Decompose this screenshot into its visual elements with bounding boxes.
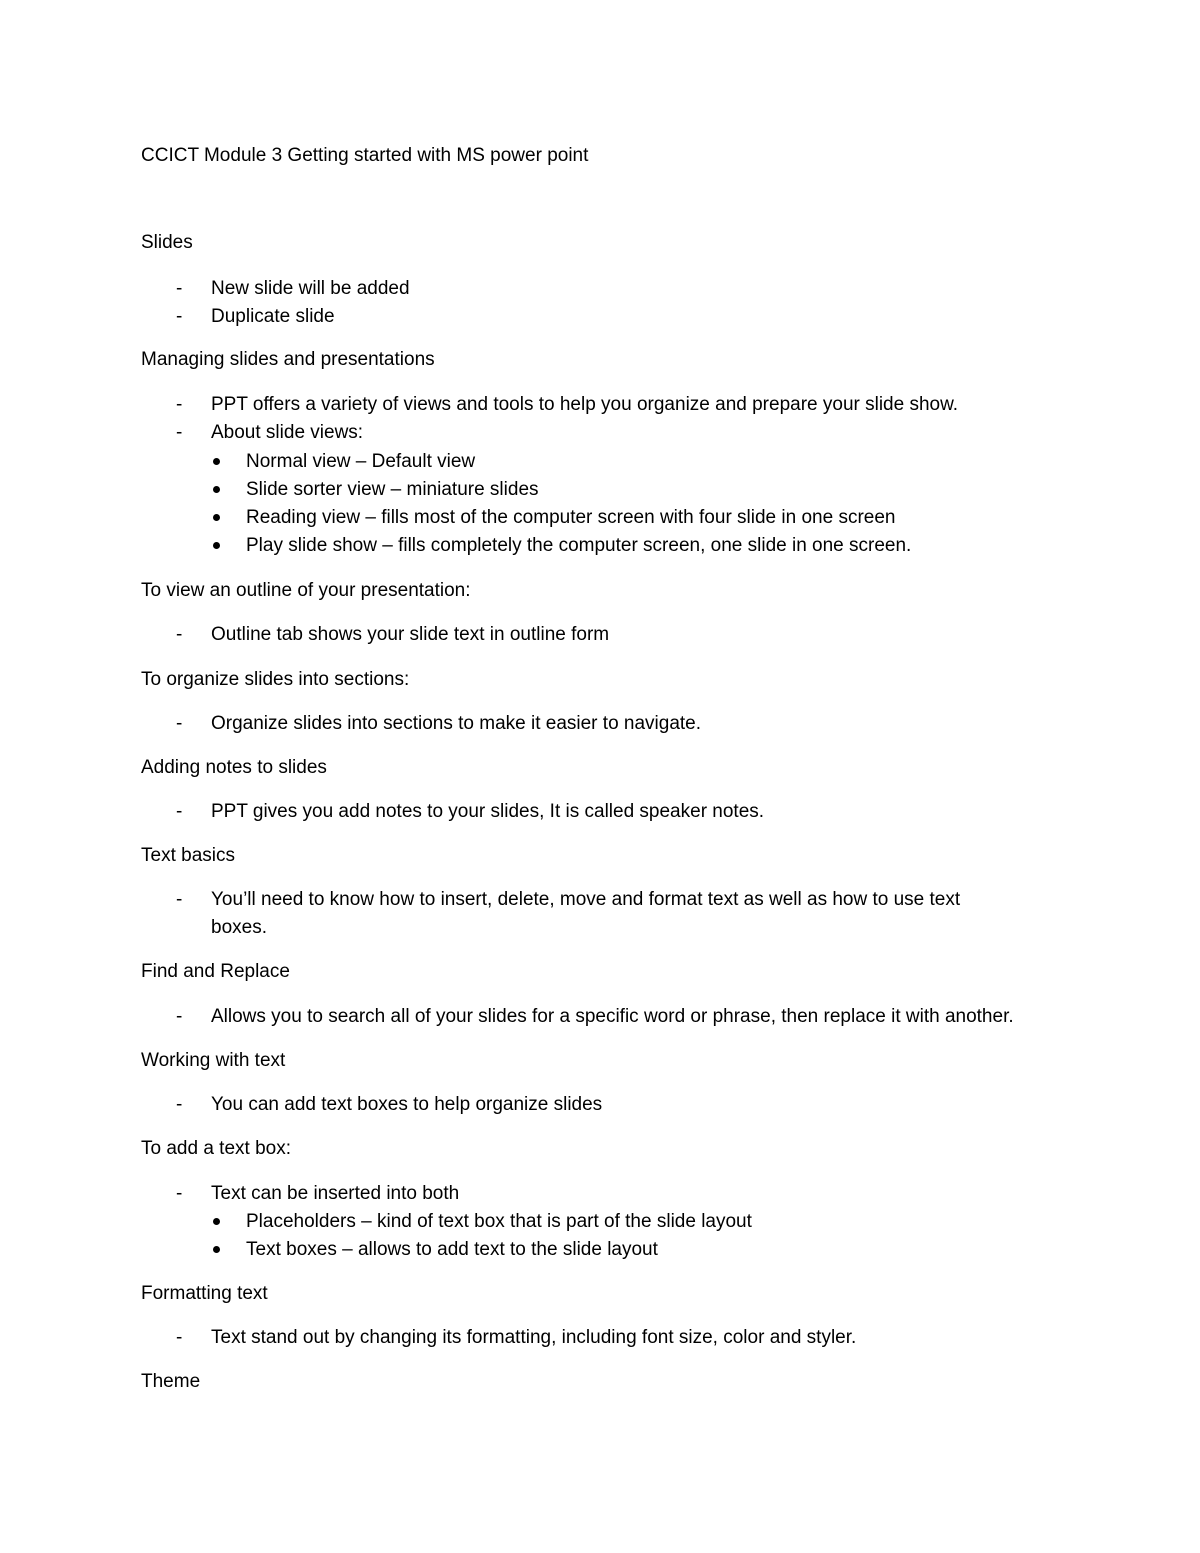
list-item: You’ll need to know how to insert, delete, move and format text as well as how to use text (211, 889, 961, 910)
bullet-icon (213, 486, 220, 493)
sub-list-item: Play slide show – fills completely the computer screen, one slide in one screen. (246, 535, 912, 556)
list-dash: - (176, 889, 183, 910)
list-dash: - (176, 801, 183, 822)
section-heading: Adding notes to slides (141, 757, 327, 778)
sub-list-item: Normal view – Default view (246, 451, 476, 472)
list-item: Organize slides into sections to make it easier to navigate. (211, 713, 702, 734)
list-item: PPT offers a variety of views and tools to help you organize and prepare your slide show. (211, 394, 959, 415)
list-item: Text can be inserted into both (211, 1183, 460, 1204)
sub-list-item: Slide sorter view – miniature slides (246, 479, 539, 500)
sub-list-item: Reading view – fills most of the computer screen with four slide in one screen (246, 507, 896, 528)
bullet-icon (213, 458, 220, 465)
sub-list-item: Text boxes – allows to add text to the slide layout (246, 1239, 658, 1260)
sub-list-item: Placeholders – kind of text box that is part of the slide layout (246, 1211, 752, 1232)
section-heading: Theme (141, 1371, 201, 1392)
list-item: You can add text boxes to help organize slides (211, 1094, 603, 1115)
list-dash: - (176, 422, 183, 443)
list-dash: - (176, 624, 183, 645)
list-dash: - (176, 1183, 183, 1204)
section-heading: To add a text box: (141, 1138, 291, 1159)
list-item: Duplicate slide (211, 306, 335, 327)
list-dash: - (176, 306, 183, 327)
document-title: CCICT Module 3 Getting started with MS power point (141, 145, 589, 166)
list-item: Outline tab shows your slide text in outline form (211, 624, 610, 645)
list-dash: - (176, 394, 183, 415)
bullet-icon (213, 1246, 220, 1253)
list-dash: - (176, 1006, 183, 1027)
section-heading: Find and Replace (141, 961, 290, 982)
list-dash: - (176, 278, 183, 299)
section-heading: To organize slides into sections: (141, 669, 410, 690)
section-heading: Text basics (141, 845, 235, 866)
section-heading: To view an outline of your presentation: (141, 580, 471, 601)
list-item-continuation: boxes. (211, 917, 267, 938)
bullet-icon (213, 514, 220, 521)
list-item: New slide will be added (211, 278, 410, 299)
section-heading: Managing slides and presentations (141, 349, 435, 370)
list-item: Allows you to search all of your slides for a specific word or phrase, then replace it with another. (211, 1006, 1014, 1027)
list-dash: - (176, 1094, 183, 1115)
list-dash: - (176, 1327, 183, 1348)
list-item: Text stand out by changing its formatting, including font size, color and styler. (211, 1327, 857, 1348)
section-heading: Slides (141, 232, 193, 253)
bullet-icon (213, 542, 220, 549)
list-item: PPT gives you add notes to your slides, It is called speaker notes. (211, 801, 765, 822)
list-item: About slide views: (211, 422, 364, 443)
bullet-icon (213, 1218, 220, 1225)
list-dash: - (176, 713, 183, 734)
section-heading: Working with text (141, 1050, 286, 1071)
section-heading: Formatting text (141, 1283, 268, 1304)
